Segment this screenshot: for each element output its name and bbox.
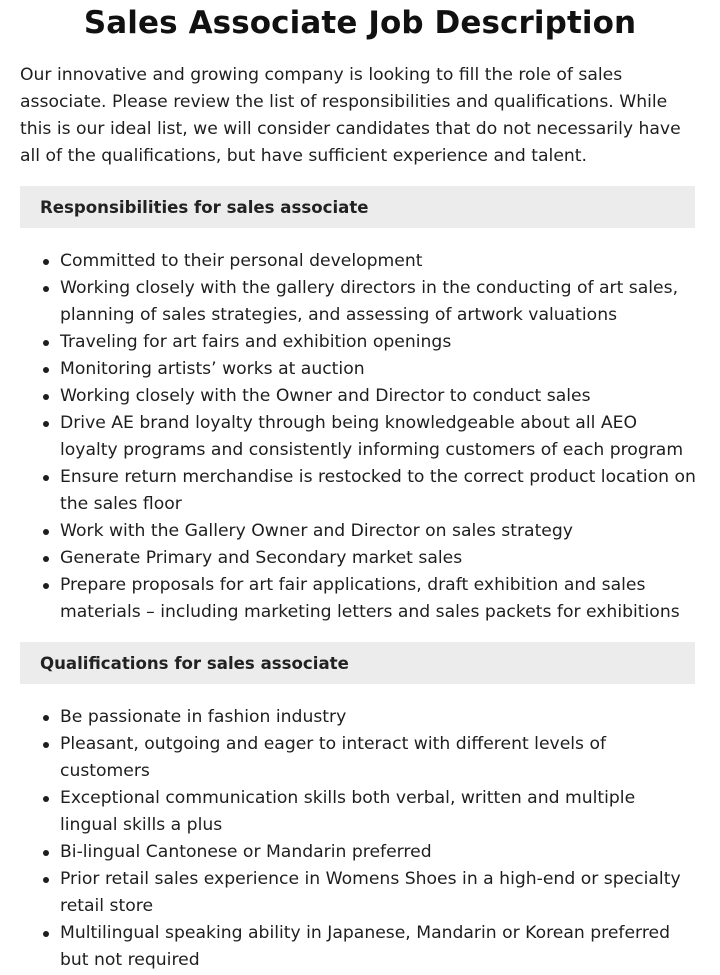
qualifications-list bbox=[20, 704, 698, 974]
responsibilities-header bbox=[20, 186, 695, 228]
list-item: Exceptional communication skills both verbal, written and multiple lingual skills a plus bbox=[20, 785, 698, 839]
list-item: Pleasant, outgoing and eager to interact with different levels of customers bbox=[20, 731, 698, 785]
responsibilities-list bbox=[20, 248, 698, 626]
list-item: Monitoring artists’ works at auction bbox=[20, 356, 698, 383]
list-item: Working closely with the gallery directors in the conducting of art sales, planning of sales strategies, and assessing of artwork valuations bbox=[20, 275, 698, 329]
list-item: Committed to their personal development bbox=[20, 248, 698, 275]
list-item: Prior retail sales experience in Womens Shoes in a high-end or specialty retail store bbox=[20, 866, 698, 920]
list-item: Drive AE brand loyalty through being knowledgeable about all AEO loyalty programs and consistently informing customers of each program bbox=[20, 410, 698, 464]
qualifications-header bbox=[20, 642, 695, 684]
list-item: Ensure return merchandise is restocked to the correct product location on the sales floor bbox=[20, 464, 698, 518]
list-item: Prepare proposals for art fair applications, draft exhibition and sales materials – including marketing letters and sales packets for exhibitions bbox=[20, 572, 698, 626]
list-item: Be passionate in fashion industry bbox=[20, 704, 698, 731]
list-item: Bi-lingual Cantonese or Mandarin preferred bbox=[20, 839, 698, 866]
list-item: Generate Primary and Secondary market sales bbox=[20, 545, 698, 572]
list-item: Multilingual speaking ability in Japanese, Mandarin or Korean preferred but not required bbox=[20, 920, 698, 974]
list-item: Work with the Gallery Owner and Director on sales strategy bbox=[20, 518, 698, 545]
responsibilities-heading: Responsibilities for sales associate bbox=[40, 197, 369, 217]
page-title: Sales Associate Job Description bbox=[83, 5, 637, 41]
qualifications-heading: Qualifications for sales associate bbox=[40, 653, 349, 673]
list-item: Traveling for art fairs and exhibition openings bbox=[20, 329, 698, 356]
list-item: Working closely with the Owner and Director to conduct sales bbox=[20, 383, 698, 410]
intro-paragraph: Our innovative and growing company is looking to fill the role of sales associate. Please review the list of responsibilities and qualifications. While this is our ideal list, we will consider candidates that do not necessarily have all of the qualifications, but have sufficient experience and talent. bbox=[20, 65, 681, 166]
